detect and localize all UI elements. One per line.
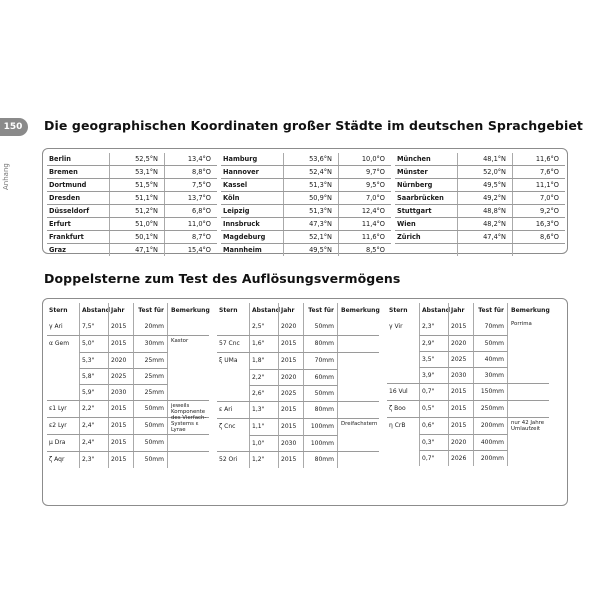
- star-name: [387, 450, 419, 466]
- city-row: [221, 205, 391, 218]
- star-test-aperture: 50mm: [303, 319, 338, 335]
- header-note: Bemerkung: [171, 307, 210, 314]
- city-row: [395, 205, 565, 218]
- star-name: [47, 384, 79, 400]
- star-note: [168, 418, 209, 434]
- star-year: 2020: [448, 335, 473, 351]
- star-row: [387, 335, 549, 351]
- city-name: [395, 244, 457, 256]
- star-distance: 0,6": [419, 418, 448, 434]
- page-number-badge: 150: [0, 118, 28, 136]
- city-row: [395, 179, 565, 192]
- star-distance: 2,4": [79, 418, 108, 434]
- star-name: [387, 434, 419, 450]
- city-latitude: 51,5°N: [109, 179, 164, 191]
- city-latitude: 49,5°N: [457, 179, 512, 191]
- star-row: [47, 451, 209, 468]
- star-distance: 5,3": [79, 352, 108, 368]
- city-name: Mannheim: [223, 246, 262, 254]
- city-longitude: 7,0°O: [338, 192, 391, 204]
- star-row: [217, 418, 379, 435]
- star-test-aperture: 30mm: [473, 367, 508, 383]
- star-test-aperture: 25mm: [133, 384, 168, 400]
- star-row: [47, 417, 209, 434]
- star-row: [217, 319, 379, 335]
- header-test: Test für: [133, 303, 168, 319]
- city-latitude: 51,3°N: [283, 179, 338, 191]
- star-note: [508, 384, 549, 400]
- star-distance: 5,0": [79, 336, 108, 352]
- star-note: [338, 353, 379, 369]
- star-name: 52 Ori: [219, 456, 238, 463]
- star-note: nur 42 Jahre Umlaufzeit: [511, 420, 545, 432]
- star-name: γ Ari: [49, 323, 63, 330]
- star-year: 2015: [448, 401, 473, 417]
- star-name: ξ UMa: [219, 357, 238, 364]
- city-latitude: 50,9°N: [283, 192, 338, 204]
- star-distance: 2,2": [79, 401, 108, 417]
- star-row: [47, 352, 209, 368]
- star-name: μ Dra: [49, 439, 66, 446]
- star-distance: 0,7": [419, 450, 448, 466]
- star-note: [338, 336, 379, 352]
- city-latitude: 51,2°N: [109, 205, 164, 217]
- star-test-aperture: 60mm: [303, 369, 338, 385]
- city-row: [221, 179, 391, 192]
- city-name: Graz: [49, 246, 66, 254]
- star-test-aperture: 25mm: [133, 368, 168, 384]
- star-distance: 3,5": [419, 351, 448, 367]
- star-year: 2025: [108, 368, 133, 384]
- city-row: [395, 153, 565, 166]
- star-test-aperture: 40mm: [473, 351, 508, 367]
- stars-header-row: [387, 303, 549, 319]
- city-name: Hannover: [223, 168, 259, 176]
- star-name: 16 Vul: [389, 388, 408, 395]
- city-longitude: 12,4°O: [338, 205, 391, 217]
- star-year: 2030: [448, 367, 473, 383]
- star-year: 2020: [278, 319, 303, 335]
- star-note: [168, 384, 209, 400]
- city-longitude: 8,6°O: [512, 231, 565, 243]
- star-name: [47, 368, 79, 384]
- star-name: [217, 385, 249, 401]
- star-year: 2015: [448, 384, 473, 400]
- city-latitude: 47,4°N: [457, 231, 512, 243]
- header-distance: Abstand: [79, 303, 108, 319]
- stars-header-row: [217, 303, 379, 319]
- star-row: [217, 401, 379, 418]
- city-row: [221, 244, 391, 256]
- star-test-aperture: 100mm: [303, 419, 338, 435]
- city-latitude: 47,1°N: [109, 244, 164, 256]
- star-name: ζ Cnc: [219, 423, 236, 430]
- city-latitude: 52,5°N: [109, 153, 164, 165]
- star-note: [338, 435, 379, 451]
- star-name: [387, 351, 419, 367]
- star-name: ε Ari: [219, 406, 233, 413]
- star-note: [338, 385, 379, 401]
- star-distance: 7,5": [79, 319, 108, 335]
- star-name: [387, 367, 419, 383]
- star-year: 2015: [278, 336, 303, 352]
- star-note: [168, 352, 209, 368]
- city-row: [221, 192, 391, 205]
- stars-column-1: [47, 303, 209, 468]
- city-latitude: 51,3°N: [283, 205, 338, 217]
- city-row: [47, 166, 217, 179]
- city-longitude: 8,8°O: [164, 166, 217, 178]
- star-distance: 3,9": [419, 367, 448, 383]
- star-name: ε1 Lyr: [49, 405, 67, 412]
- stars-column-3: [387, 303, 549, 466]
- star-note: [508, 434, 549, 450]
- city-latitude: 48,1°N: [457, 153, 512, 165]
- star-year: 2025: [278, 385, 303, 401]
- city-longitude: 7,0°O: [512, 192, 565, 204]
- city-name: Kassel: [223, 181, 248, 189]
- star-distance: 5,9": [79, 384, 108, 400]
- city-longitude: 16,3°O: [512, 218, 565, 230]
- city-row: [47, 218, 217, 231]
- star-name: η CrB: [389, 422, 406, 429]
- star-distance: 1,8": [249, 353, 278, 369]
- header-star: Stern: [389, 307, 408, 314]
- star-note: Kastor: [171, 338, 189, 344]
- star-year: 2026: [448, 450, 473, 466]
- city-longitude: 11,4°O: [338, 218, 391, 230]
- star-row: [217, 335, 379, 352]
- city-longitude: 11,1°O: [512, 179, 565, 191]
- city-longitude: 7,6°O: [512, 166, 565, 178]
- star-distance: 2,4": [79, 435, 108, 451]
- city-latitude: 53,6°N: [283, 153, 338, 165]
- star-note: [508, 450, 549, 466]
- star-row: [47, 335, 209, 352]
- city-name: Münster: [397, 168, 428, 176]
- star-test-aperture: 100mm: [303, 435, 338, 451]
- star-row: [387, 383, 549, 400]
- star-test-aperture: 50mm: [133, 401, 168, 417]
- star-year: 2015: [278, 452, 303, 468]
- star-test-aperture: 400mm: [473, 434, 508, 450]
- star-year: 2020: [108, 352, 133, 368]
- city-name: Saarbrücken: [397, 194, 444, 202]
- stars-header-row: [47, 303, 209, 319]
- city-row: [47, 192, 217, 205]
- star-note: Dreifachstern: [341, 421, 378, 427]
- city-row: [395, 218, 565, 231]
- star-year: 2015: [448, 418, 473, 434]
- star-row: [217, 352, 379, 369]
- star-year: 2015: [278, 419, 303, 435]
- city-row: [47, 179, 217, 192]
- star-row: [217, 385, 379, 401]
- cities-column-3: [395, 153, 565, 256]
- star-row: [387, 434, 549, 450]
- double-stars-table: [42, 298, 568, 506]
- city-name: Frankfurt: [49, 233, 84, 241]
- star-distance: 1,1": [249, 419, 278, 435]
- city-longitude: 8,7°O: [164, 231, 217, 243]
- city-latitude: 51,1°N: [109, 192, 164, 204]
- city-name: Dortmund: [49, 181, 87, 189]
- star-row: [217, 435, 379, 451]
- star-distance: 1,0": [249, 435, 278, 451]
- star-test-aperture: 150mm: [473, 384, 508, 400]
- header-distance: Abstand: [419, 303, 448, 319]
- header-test: Test für: [303, 303, 338, 319]
- city-name: Berlin: [49, 155, 71, 163]
- city-row: [47, 244, 217, 256]
- city-longitude: 9,5°O: [338, 179, 391, 191]
- star-test-aperture: 80mm: [303, 336, 338, 352]
- header-note: Bemerkung: [511, 307, 550, 314]
- star-name: ε2 Lyr: [49, 422, 67, 429]
- city-latitude: 52,4°N: [283, 166, 338, 178]
- section-side-label: Anhang: [2, 163, 10, 190]
- city-row: [395, 166, 565, 179]
- city-longitude: 13,4°O: [164, 153, 217, 165]
- city-longitude: 11,6°O: [338, 231, 391, 243]
- star-year: 2015: [108, 336, 133, 352]
- star-row: [47, 368, 209, 384]
- star-year: 2015: [278, 402, 303, 418]
- star-year: 2030: [108, 384, 133, 400]
- city-name: Nürnberg: [397, 181, 433, 189]
- cities-section-title: Die geographischen Koordinaten großer Städte im deutschen Sprachgebiet: [44, 118, 583, 133]
- star-test-aperture: 80mm: [303, 402, 338, 418]
- star-note: [508, 335, 549, 351]
- header-test: Test für: [473, 303, 508, 319]
- star-distance: 2,2": [249, 369, 278, 385]
- star-test-aperture: 25mm: [133, 352, 168, 368]
- star-year: 2020: [448, 434, 473, 450]
- city-row: [47, 231, 217, 244]
- star-name: 57 Cnc: [219, 340, 240, 347]
- city-longitude: 8,5°O: [338, 244, 391, 256]
- city-longitude: 15,4°O: [164, 244, 217, 256]
- city-longitude: 6,8°O: [164, 205, 217, 217]
- star-distance: 1,6": [249, 336, 278, 352]
- star-name: ζ Boo: [389, 405, 406, 412]
- city-latitude: 49,2°N: [457, 192, 512, 204]
- star-year: 2015: [448, 319, 473, 335]
- star-note: [508, 351, 549, 367]
- star-name: [217, 369, 249, 385]
- city-longitude: 10,0°O: [338, 153, 391, 165]
- city-longitude: 9,7°O: [338, 166, 391, 178]
- star-row: [47, 434, 209, 451]
- city-longitude: [512, 244, 565, 256]
- star-note: [338, 452, 379, 468]
- star-year: 2015: [108, 401, 133, 417]
- star-test-aperture: 70mm: [473, 319, 508, 335]
- star-note: [508, 367, 549, 383]
- city-latitude: 49,5°N: [283, 244, 338, 256]
- cities-column-1: [47, 153, 217, 256]
- city-name: Stuttgart: [397, 207, 432, 215]
- city-latitude: 48,2°N: [457, 218, 512, 230]
- city-name: Wien: [397, 220, 416, 228]
- header-year: Jahr: [108, 303, 133, 319]
- star-distance: 2,5": [249, 319, 278, 335]
- star-distance: 2,9": [419, 335, 448, 351]
- star-row: [387, 400, 549, 417]
- city-latitude: 48,8°N: [457, 205, 512, 217]
- star-note: [168, 319, 209, 335]
- star-distance: 1,3": [249, 402, 278, 418]
- city-name: Köln: [223, 194, 240, 202]
- header-star: Stern: [219, 307, 238, 314]
- city-name: Bremen: [49, 168, 78, 176]
- cities-column-2: [221, 153, 391, 256]
- star-row: [387, 450, 549, 466]
- star-note: Porrima: [511, 321, 532, 327]
- star-row: [387, 351, 549, 367]
- star-note: jeweils Komponente des Vierfach-Systems ε Lyrae: [171, 403, 207, 433]
- city-longitude: 9,2°O: [512, 205, 565, 217]
- city-latitude: 52,1°N: [283, 231, 338, 243]
- star-test-aperture: 200mm: [473, 418, 508, 434]
- city-longitude: 7,5°O: [164, 179, 217, 191]
- star-test-aperture: 50mm: [133, 435, 168, 451]
- star-distance: 0,5": [419, 401, 448, 417]
- star-row: [47, 384, 209, 400]
- city-name: Hamburg: [223, 155, 258, 163]
- star-row: [387, 367, 549, 383]
- star-distance: 2,3": [419, 319, 448, 335]
- cities-coordinates-table: [42, 148, 568, 254]
- header-note: Bemerkung: [341, 307, 380, 314]
- city-latitude: 47,3°N: [283, 218, 338, 230]
- star-year: 2015: [108, 418, 133, 434]
- star-note: [338, 319, 379, 335]
- star-distance: 2,6": [249, 385, 278, 401]
- city-row: [221, 218, 391, 231]
- star-name: ζ Aqr: [49, 456, 65, 463]
- star-distance: 1,2": [249, 452, 278, 468]
- star-test-aperture: 30mm: [133, 336, 168, 352]
- city-row: [221, 231, 391, 244]
- star-distance: 0,3": [419, 434, 448, 450]
- star-note: [338, 369, 379, 385]
- city-name: Leipzig: [223, 207, 250, 215]
- city-latitude: 52,0°N: [457, 166, 512, 178]
- star-row: [387, 319, 549, 335]
- city-row: [47, 153, 217, 166]
- star-test-aperture: 50mm: [473, 335, 508, 351]
- star-year: 2015: [108, 435, 133, 451]
- header-distance: Abstand: [249, 303, 278, 319]
- city-longitude: 11,6°O: [512, 153, 565, 165]
- star-name: α Gem: [49, 340, 70, 347]
- star-distance: 2,3": [79, 452, 108, 468]
- city-name: Magdeburg: [223, 233, 266, 241]
- city-name: Erfurt: [49, 220, 71, 228]
- star-year: 2015: [108, 319, 133, 335]
- star-row: [387, 417, 549, 434]
- star-name: [217, 435, 249, 451]
- city-name: Innsbruck: [223, 220, 260, 228]
- star-note: [338, 402, 379, 418]
- city-name: Dresden: [49, 194, 81, 202]
- city-longitude: 13,7°O: [164, 192, 217, 204]
- star-note: [168, 452, 209, 468]
- star-year: 2025: [448, 351, 473, 367]
- city-name: Düsseldorf: [49, 207, 90, 215]
- star-name: [47, 352, 79, 368]
- star-year: 2015: [108, 452, 133, 468]
- star-distance: 5,8": [79, 368, 108, 384]
- star-name: γ Vir: [389, 323, 403, 330]
- header-year: Jahr: [278, 303, 303, 319]
- star-row: [217, 369, 379, 385]
- header-year: Jahr: [448, 303, 473, 319]
- star-test-aperture: 50mm: [303, 385, 338, 401]
- star-row: [47, 319, 209, 335]
- star-test-aperture: 80mm: [303, 452, 338, 468]
- city-row: [221, 153, 391, 166]
- star-name: [217, 319, 249, 335]
- city-latitude: [457, 244, 512, 256]
- city-row: [395, 192, 565, 205]
- city-name: Zürich: [397, 233, 421, 241]
- star-test-aperture: 20mm: [133, 319, 168, 335]
- star-distance: 0,7": [419, 384, 448, 400]
- star-test-aperture: 50mm: [133, 452, 168, 468]
- city-row: [221, 166, 391, 179]
- star-note: [168, 368, 209, 384]
- star-note: [168, 435, 209, 451]
- star-year: 2030: [278, 435, 303, 451]
- star-row: [217, 451, 379, 468]
- star-note: [508, 401, 549, 417]
- star-test-aperture: 200mm: [473, 450, 508, 466]
- city-row: [395, 244, 565, 256]
- star-test-aperture: 250mm: [473, 401, 508, 417]
- city-latitude: 51,0°N: [109, 218, 164, 230]
- city-name: München: [397, 155, 431, 163]
- star-year: 2015: [278, 353, 303, 369]
- city-longitude: 11,0°O: [164, 218, 217, 230]
- city-latitude: 53,1°N: [109, 166, 164, 178]
- star-test-aperture: 70mm: [303, 353, 338, 369]
- header-star: Stern: [49, 307, 68, 314]
- star-test-aperture: 50mm: [133, 418, 168, 434]
- double-stars-section-title: Doppelsterne zum Test des Auflösungsvermögens: [44, 271, 401, 286]
- city-latitude: 50,1°N: [109, 231, 164, 243]
- star-year: 2020: [278, 369, 303, 385]
- stars-column-2: [217, 303, 379, 468]
- city-row: [395, 231, 565, 244]
- city-row: [47, 205, 217, 218]
- star-name: [387, 335, 419, 351]
